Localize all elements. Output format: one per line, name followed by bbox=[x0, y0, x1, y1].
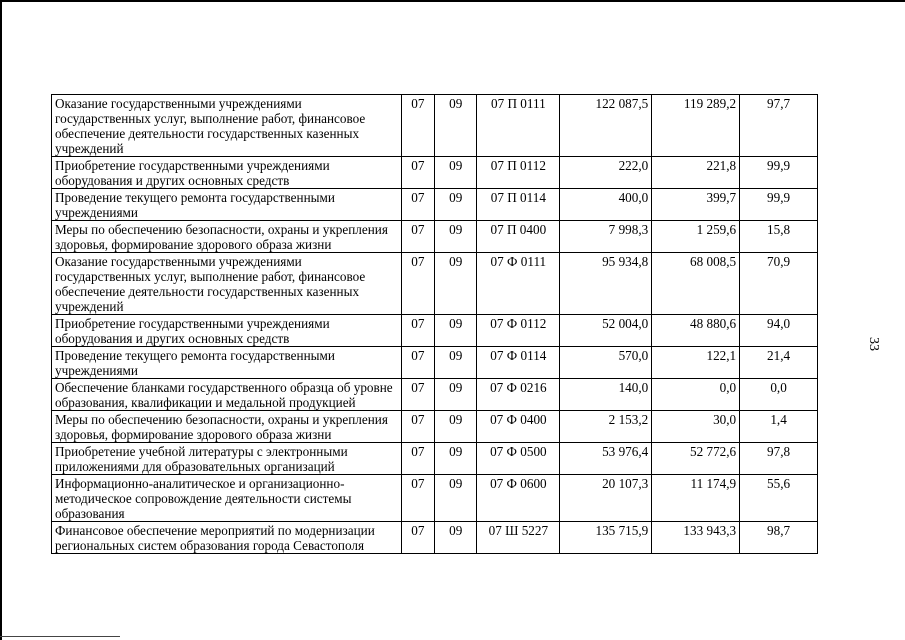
row-subsection: 09 bbox=[434, 411, 476, 443]
row-actual: 119 289,2 bbox=[652, 95, 740, 157]
row-actual: 30,0 bbox=[652, 411, 740, 443]
row-name: Информационно-аналитическое и организационно-методическое сопровождение деятельности системы образования bbox=[52, 475, 402, 522]
row-percent: 99,9 bbox=[740, 157, 818, 189]
row-section: 07 bbox=[401, 95, 434, 157]
table-row bbox=[52, 189, 818, 221]
row-name: Оказание государственными учреждениями государственных услуг, выполнение работ, финансовое обеспечение деятельности государственных казенных учреждений bbox=[52, 95, 402, 157]
row-actual: 122,1 bbox=[652, 347, 740, 379]
row-planned: 140,0 bbox=[560, 379, 652, 411]
table-row bbox=[52, 411, 818, 443]
row-section: 07 bbox=[401, 443, 434, 475]
row-name: Меры по обеспечению безопасности, охраны и укрепления здоровья, формирование здорового образа жизни bbox=[52, 221, 402, 253]
row-planned: 52 004,0 bbox=[560, 315, 652, 347]
row-code: 07 Ф 0114 bbox=[477, 347, 560, 379]
row-section: 07 bbox=[401, 157, 434, 189]
row-section: 07 bbox=[401, 379, 434, 411]
budget-execution-table bbox=[51, 94, 818, 554]
row-percent: 97,7 bbox=[740, 95, 818, 157]
row-planned: 122 087,5 bbox=[560, 95, 652, 157]
row-code: 07 Ш 5227 bbox=[477, 522, 560, 554]
row-code: 07 Ф 0600 bbox=[477, 475, 560, 522]
row-section: 07 bbox=[401, 347, 434, 379]
table-row bbox=[52, 347, 818, 379]
row-subsection: 09 bbox=[434, 522, 476, 554]
row-actual: 1 259,6 bbox=[652, 221, 740, 253]
row-percent: 15,8 bbox=[740, 221, 818, 253]
row-percent: 1,4 bbox=[740, 411, 818, 443]
row-actual: 221,8 bbox=[652, 157, 740, 189]
row-code: 07 П 0111 bbox=[477, 95, 560, 157]
row-section: 07 bbox=[401, 475, 434, 522]
row-subsection: 09 bbox=[434, 157, 476, 189]
row-code: 07 Ф 0500 bbox=[477, 443, 560, 475]
row-planned: 222,0 bbox=[560, 157, 652, 189]
row-percent: 0,0 bbox=[740, 379, 818, 411]
row-code: 07 П 0400 bbox=[477, 221, 560, 253]
row-section: 07 bbox=[401, 189, 434, 221]
row-planned: 53 976,4 bbox=[560, 443, 652, 475]
row-percent: 97,8 bbox=[740, 443, 818, 475]
row-actual: 133 943,3 bbox=[652, 522, 740, 554]
row-code: 07 Ф 0400 bbox=[477, 411, 560, 443]
scan-border-left bbox=[0, 0, 2, 640]
row-section: 07 bbox=[401, 221, 434, 253]
row-subsection: 09 bbox=[434, 221, 476, 253]
table-row bbox=[52, 221, 818, 253]
row-percent: 55,6 bbox=[740, 475, 818, 522]
row-percent: 99,9 bbox=[740, 189, 818, 221]
row-actual: 52 772,6 bbox=[652, 443, 740, 475]
row-percent: 70,9 bbox=[740, 253, 818, 315]
row-code: 07 Ф 0216 bbox=[477, 379, 560, 411]
row-planned: 20 107,3 bbox=[560, 475, 652, 522]
row-subsection: 09 bbox=[434, 315, 476, 347]
row-actual: 48 880,6 bbox=[652, 315, 740, 347]
row-planned: 7 998,3 bbox=[560, 221, 652, 253]
table-body bbox=[52, 95, 818, 554]
page-number: 33 bbox=[866, 337, 881, 351]
row-subsection: 09 bbox=[434, 347, 476, 379]
row-name: Приобретение государственными учреждениями оборудования и других основных средств bbox=[52, 157, 402, 189]
row-name: Оказание государственными учреждениями государственных услуг, выполнение работ, финансовое обеспечение деятельности государственных казенных учреждений bbox=[52, 253, 402, 315]
row-actual: 399,7 bbox=[652, 189, 740, 221]
row-planned: 95 934,8 bbox=[560, 253, 652, 315]
row-name: Меры по обеспечению безопасности, охраны и укрепления здоровья, формирование здорового образа жизни bbox=[52, 411, 402, 443]
row-code: 07 П 0114 bbox=[477, 189, 560, 221]
row-name: Проведение текущего ремонта государственными учреждениями bbox=[52, 347, 402, 379]
row-planned: 400,0 bbox=[560, 189, 652, 221]
scan-border-top bbox=[0, 0, 905, 2]
table-row bbox=[52, 315, 818, 347]
table-row bbox=[52, 475, 818, 522]
row-subsection: 09 bbox=[434, 443, 476, 475]
row-subsection: 09 bbox=[434, 189, 476, 221]
row-section: 07 bbox=[401, 253, 434, 315]
row-code: 07 П 0112 bbox=[477, 157, 560, 189]
row-actual: 11 174,9 bbox=[652, 475, 740, 522]
row-percent: 21,4 bbox=[740, 347, 818, 379]
row-code: 07 Ф 0111 bbox=[477, 253, 560, 315]
row-percent: 98,7 bbox=[740, 522, 818, 554]
row-name: Приобретение учебной литературы с электронными приложениями для образовательных организаций bbox=[52, 443, 402, 475]
table-row bbox=[52, 95, 818, 157]
row-name: Проведение текущего ремонта государственными учреждениями bbox=[52, 189, 402, 221]
table-row bbox=[52, 379, 818, 411]
row-name: Приобретение государственными учреждениями оборудования и других основных средств bbox=[52, 315, 402, 347]
row-code: 07 Ф 0112 bbox=[477, 315, 560, 347]
row-subsection: 09 bbox=[434, 253, 476, 315]
row-section: 07 bbox=[401, 522, 434, 554]
table-row bbox=[52, 522, 818, 554]
row-percent: 94,0 bbox=[740, 315, 818, 347]
scan-mark-bottom bbox=[0, 636, 120, 637]
row-section: 07 bbox=[401, 411, 434, 443]
table-row bbox=[52, 253, 818, 315]
row-name: Финансовое обеспечение мероприятий по модернизации региональных систем образования города Севастополя bbox=[52, 522, 402, 554]
row-planned: 135 715,9 bbox=[560, 522, 652, 554]
row-section: 07 bbox=[401, 315, 434, 347]
row-subsection: 09 bbox=[434, 95, 476, 157]
row-actual: 68 008,5 bbox=[652, 253, 740, 315]
row-planned: 570,0 bbox=[560, 347, 652, 379]
table-row bbox=[52, 157, 818, 189]
row-name: Обеспечение бланками государственного образца об уровне образования, квалификации и медальной продукцией bbox=[52, 379, 402, 411]
row-actual: 0,0 bbox=[652, 379, 740, 411]
row-subsection: 09 bbox=[434, 475, 476, 522]
row-subsection: 09 bbox=[434, 379, 476, 411]
row-planned: 2 153,2 bbox=[560, 411, 652, 443]
table-row bbox=[52, 443, 818, 475]
